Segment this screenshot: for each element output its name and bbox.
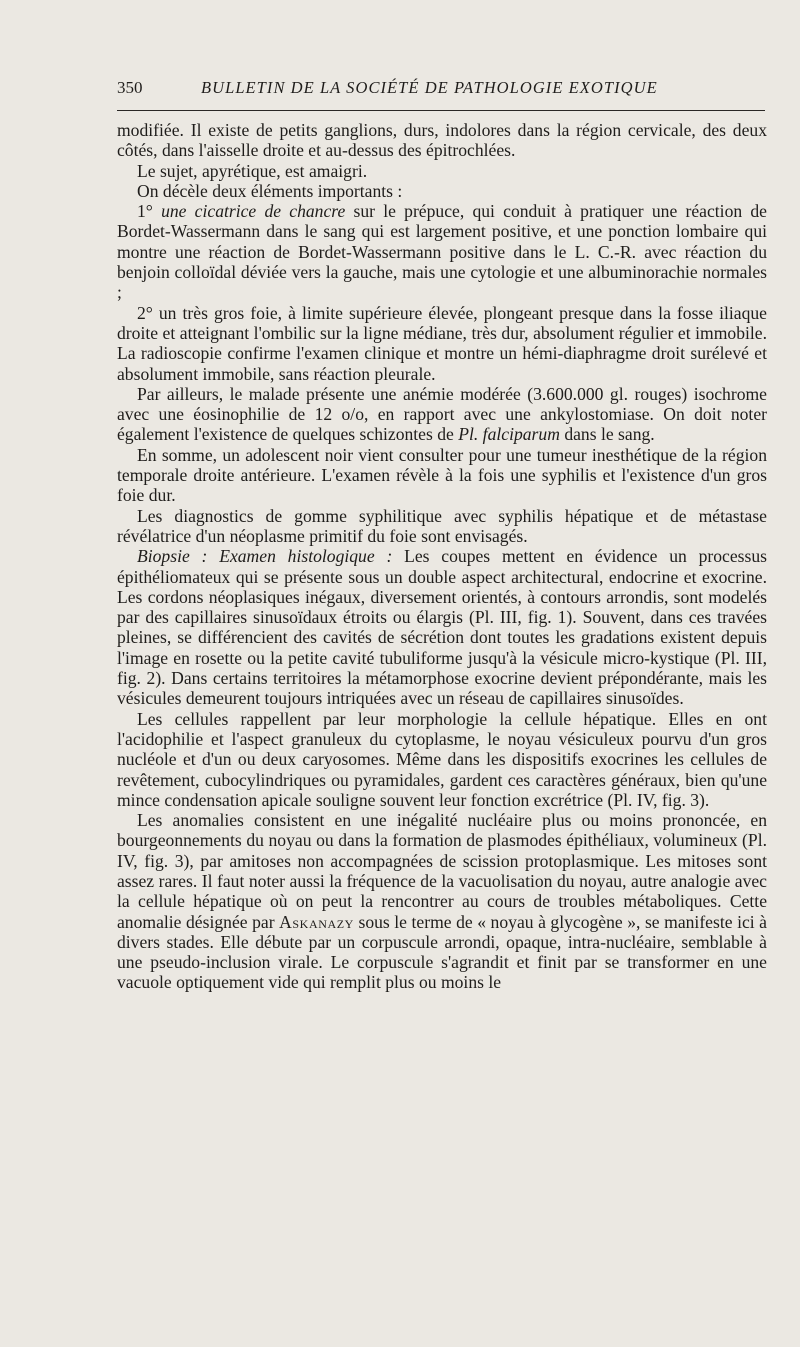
paragraph-anomalies-end: sous le terme de « noyau à glycogène », se manifeste ici à divers stades. Elle débute par un corpuscule arrondi, opaque, intra-nucléaire, semblable à une pseudo-inclusion virale. Le corpuscule s'agrandit et finit par se transformer en une vacuole optiquement vide qui remplit plus ou moins le — [117, 911, 767, 993]
paragraph-two-elements: On décèle deux éléments importants : — [137, 180, 403, 201]
paragraph-anemia — [117, 384, 767, 445]
paragraph-first-element — [117, 201, 767, 302]
paragraph-biopsy-text: Les coupes mettent en évidence un processus épithéliomateux qui se présente sous un double aspect architectural, endocrine et exocrine. Les cordons néoplasiques inégaux, diversement orientés, à contours arrondis, sont modelés par des capillaires sinusoïdaux étroits ou élargis (Pl. III, fig. 1). Souvent, dans ces travées pleines, se différencient des cavités de sécrétion dont toutes les gradations existent depuis l'image en rosette ou la petite cavité tubuliforme jusqu'à la vésicule micro-kystique (Pl. III, fig. 2). Dans certains territoires la métamorphose exocrine devient prépondérante, mais les vésicules demeurent toujours intriquées avec un réseau de capillaires sinusoïdes. — [117, 546, 767, 709]
emphasis-cicatrice: une cicatrice de chancre — [161, 201, 346, 222]
header-rule — [117, 110, 765, 111]
paragraph-anomalies — [117, 810, 767, 993]
item-number: 1° — [137, 201, 153, 222]
paragraph-diagnostics: Les diagnostics de gomme syphilitique avec syphilis hépatique et de métastase révélatrice d'un néoplasme primitif du foie sont envisagés. — [117, 505, 767, 546]
paragraph-first-element-text: sur le prépuce, qui conduit à pratiquer une réaction de Bordet-Wassermann dans le sang qui est largement positive, et une ponction lombaire qui montre une réaction de Bordet-Wassermann positive dans le L. C.-R. avec réaction du benjoin colloïdal déviée vers la gauche, mais une cytologie et une albuminorachie normales ; — [117, 201, 767, 303]
body-text — [117, 120, 767, 993]
page-header — [117, 74, 767, 104]
paragraph-second-element: 2° un très gros foie, à limite supérieure élevée, plongeant presque dans la fosse iliaque droite et atteignant l'ombilic sur la ligne médiane, très dur, absolument régulier et immobile. La radioscopie confirme l'examen clinique et montre un hémi-diaphragme droit surélevé et absolument immobile, sans réaction pleurale. — [117, 302, 767, 384]
paragraph-anemia-end: dans le sang. — [564, 424, 655, 445]
page-number: 350 — [117, 78, 143, 97]
paragraph-apyretic: Le sujet, apyrétique, est amaigri. — [137, 160, 368, 181]
author-askanazy: Askanazy — [279, 911, 354, 932]
paragraph-cells: Les cellules rappellent par leur morphologie la cellule hépatique. Elles en ont l'acidophilie et l'aspect granuleux du cytoplasme, le noyau vésiculeux pourvu d'un gros nucléole et d'un ou deux caryosomes. Même dans les dispositifs exocrines les cellules de revêtement, cubocylindriques ou pyramidales, gardent ces caractères généraux, bien qu'une mince condensation apicale souligne souvent leur fonction excrétrice (Pl. IV, fig. 3). — [117, 708, 767, 810]
paragraph-biopsy — [117, 546, 767, 708]
paragraph-continuation: modifiée. Il existe de petits ganglions, durs, indolores dans la région cervicale, des deux côtés, dans l'aisselle droite et au-dessus des épitrochlées. — [117, 120, 767, 161]
paragraph-anomalies-text: Les anomalies consistent en une inégalité nucléaire plus ou moins prononcée, en bourgeonnements du noyau ou dans la formation de plasmodes épithéliaux, volumineux (Pl. IV, fig. 3), par amitoses non accompagnées de scission protoplasmique. Les mitoses sont assez rares. Il faut noter aussi la fréquence de la vacuolisation du noyau, autre analogie avec la cellule hépatique où on peut la rencontrer au cours de troubles métaboliques. Cette anomalie désignée par — [117, 810, 767, 932]
emphasis-falciparum: Pl. falciparum — [458, 424, 560, 445]
running-title: BULLETIN DE LA SOCIÉTÉ DE PATHOLOGIE EXOTIQUE — [201, 78, 658, 97]
paragraph-anemia-text: Par ailleurs, le malade présente une anémie modérée (3.600.000 gl. rouges) isochrome avec une éosinophilie de 12 o/o, en rapport avec une ankylostomiase. On doit noter également l'existence de quelques schizontes de — [117, 383, 767, 445]
paragraph-summary: En somme, un adolescent noir vient consulter pour une tumeur inesthétique de la région temporale droite antérieure. L'examen révèle à la fois une syphilis et l'existence d'un gros foie dur. — [117, 444, 767, 506]
emphasis-biopsy-heading: Biopsie : Examen histologique : — [137, 546, 393, 567]
